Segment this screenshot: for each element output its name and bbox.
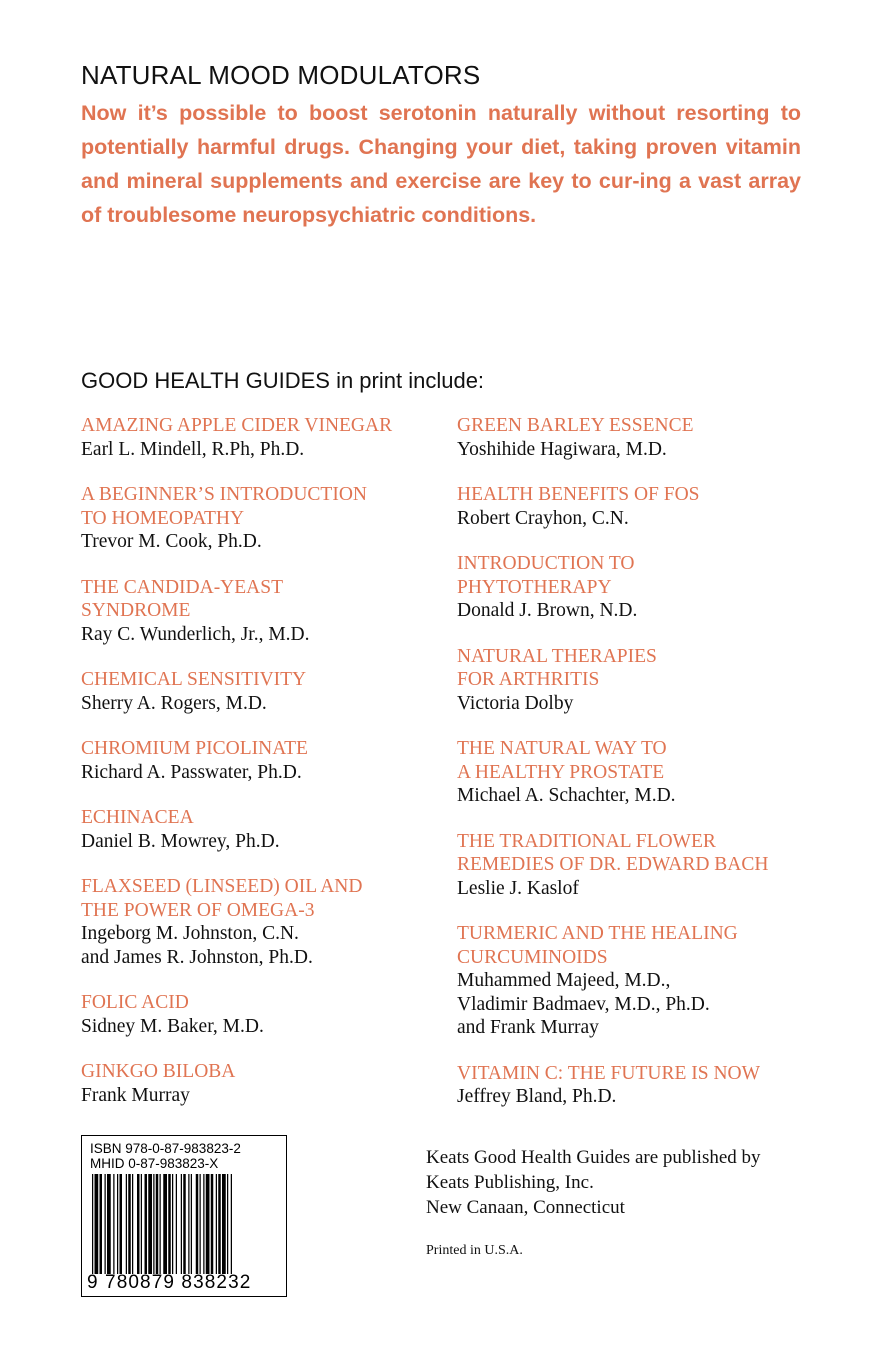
barcode-bar <box>128 1174 131 1274</box>
book-entry <box>457 737 827 808</box>
book-title: AMAZING APPLE CIDER VINEGAR <box>81 415 393 436</box>
book-author: Sherry A. Rogers, M.D. <box>81 692 267 714</box>
barcode-bar <box>145 1174 148 1274</box>
book-title: FLAXSEED (LINSEED) OIL AND THE POWER OF OMEGA-3 <box>81 876 363 921</box>
barcode-bar <box>117 1174 118 1274</box>
book-entry <box>81 875 451 969</box>
book-entry <box>457 1062 827 1109</box>
barcode-digits: 9 780879 838232 <box>87 1272 252 1293</box>
book-entry <box>81 737 451 784</box>
barcode-bar <box>206 1174 210 1274</box>
printed-in-note: Printed in U.S.A. <box>426 1243 523 1258</box>
book-title: FOLIC ACID <box>81 992 189 1013</box>
barcode-bar <box>163 1174 167 1274</box>
barcode-bar <box>107 1174 111 1274</box>
book-title: THE CANDIDA-YEAST SYNDROME <box>81 576 284 621</box>
intro-paragraph: Now it’s possible to boost serotonin naturally without resorting to potentially harmful drugs. Changing your diet, taking proven vitamin and mineral supplements and exercise are key to cur-ing a vast array of troublesome neuropsychiatric conditions. <box>81 101 801 227</box>
book-author: Frank Murray <box>81 1084 190 1106</box>
book-entry <box>457 483 827 530</box>
book-title: NATURAL THERAPIES FOR ARTHRITIS <box>457 645 657 690</box>
book-entry <box>457 830 827 901</box>
book-author: Robert Crayhon, C.N. <box>457 507 629 529</box>
book-entry <box>81 806 451 853</box>
barcode-bar <box>105 1174 106 1274</box>
book-title: THE TRADITIONAL FLOWER REMEDIES OF DR. EDWARD BACH <box>457 830 769 875</box>
barcode-bar <box>222 1174 226 1274</box>
mhid-number: MHID 0-87-983823-X <box>90 1156 219 1171</box>
barcode-bar <box>126 1174 127 1274</box>
barcode-bar <box>176 1174 177 1274</box>
barcode-bar <box>137 1174 140 1274</box>
barcode-bar <box>132 1174 133 1274</box>
book-entry <box>457 922 827 1040</box>
book-entry <box>81 483 451 554</box>
barcode-bar <box>203 1174 204 1274</box>
barcode-bar <box>227 1174 228 1274</box>
barcode-bar <box>188 1174 189 1274</box>
book-title: TURMERIC AND THE HEALING CURCUMINOIDS <box>457 923 738 968</box>
book-author: Ingeborg M. Johnston, C.N. and James R. Johnston, Ph.D. <box>81 923 313 968</box>
barcode-bar <box>160 1174 161 1274</box>
book-author: Michael A. Schachter, M.D. <box>457 785 676 806</box>
book-author: Leslie J. Kaslof <box>457 877 579 899</box>
book-entry <box>457 645 827 716</box>
book-title: GINKGO BILOBA <box>81 1061 236 1082</box>
book-title: GREEN BARLEY ESSENCE <box>457 415 694 436</box>
barcode-bar <box>120 1174 123 1274</box>
barcode-bar <box>172 1174 173 1274</box>
book-title: HEALTH BENEFITS OF FOS <box>457 484 700 505</box>
book-author: Muhammed Majeed, M.D., Vladimir Badmaev, M.D., Ph.D. and Frank Murray <box>457 970 710 1038</box>
guides-list-heading: GOOD HEALTH GUIDES in print include: <box>81 368 485 393</box>
book-title: INTRODUCTION TO PHYTOTHERAPY <box>457 553 635 598</box>
barcode-bar <box>113 1174 114 1274</box>
barcode-bar <box>231 1174 232 1274</box>
book-list-left <box>81 414 451 1129</box>
barcode-bars-graphic <box>88 1174 282 1274</box>
barcode-bar <box>181 1174 182 1274</box>
book-author: Donald J. Brown, N.D. <box>457 600 638 621</box>
book-author: Yoshihide Hagiwara, M.D. <box>457 438 667 460</box>
barcode-bar <box>141 1174 142 1274</box>
book-entry <box>457 414 827 461</box>
book-entry <box>81 1060 451 1107</box>
book-author: Trevor M. Cook, Ph.D. <box>81 531 262 552</box>
book-author: Victoria Dolby <box>457 692 574 714</box>
isbn-number: ISBN 978-0-87-983823-2 <box>90 1141 241 1156</box>
book-author: Jeffrey Bland, Ph.D. <box>457 1086 617 1107</box>
barcode-bar <box>183 1174 186 1274</box>
book-entry <box>81 668 451 715</box>
barcode-bar <box>196 1174 199 1274</box>
book-author: Ray C. Wunderlich, Jr., M.D. <box>81 623 310 645</box>
book-title: ECHINACEA <box>81 807 194 828</box>
barcode-bar <box>95 1174 99 1274</box>
book-title: THE NATURAL WAY TO A HEALTHY PROSTATE <box>457 738 667 783</box>
barcode-bar <box>156 1174 159 1274</box>
book-entry <box>81 576 451 647</box>
book-author: Earl L. Mindell, R.Ph, Ph.D. <box>81 438 305 460</box>
barcode-bar <box>92 1174 93 1274</box>
barcode-bar <box>211 1174 214 1274</box>
book-author: Richard A. Passwater, Ph.D. <box>81 761 302 783</box>
barcode-bar <box>191 1174 192 1274</box>
book-title: CHEMICAL SENSITIVITY <box>81 669 307 690</box>
book-author: Daniel B. Mowrey, Ph.D. <box>81 830 280 852</box>
book-author: Sidney M. Baker, M.D. <box>81 1015 264 1037</box>
publisher-note: Keats Good Health Guides are published by Keats Publishing, Inc. New Canaan, Connecticut <box>426 1147 761 1218</box>
book-list-right <box>457 414 827 1131</box>
book-title: CHROMIUM PICOLINATE <box>81 738 308 759</box>
barcode-bar <box>216 1174 217 1274</box>
headline: NATURAL MOOD MODULATORS <box>81 60 481 90</box>
book-entry <box>457 552 827 623</box>
barcode-bar <box>200 1174 201 1274</box>
book-entry <box>81 414 451 461</box>
book-entry <box>81 991 451 1038</box>
barcode-bar <box>168 1174 171 1274</box>
barcode-bar <box>218 1174 221 1274</box>
book-title: A BEGINNER’S INTRODUCTION TO HOMEOPATHY <box>81 484 367 529</box>
barcode-bar <box>148 1174 152 1274</box>
isbn-barcode <box>81 1135 287 1297</box>
book-title: VITAMIN C: THE FUTURE IS NOW <box>457 1062 761 1084</box>
barcode-bar <box>153 1174 154 1274</box>
barcode-bar <box>100 1174 103 1274</box>
